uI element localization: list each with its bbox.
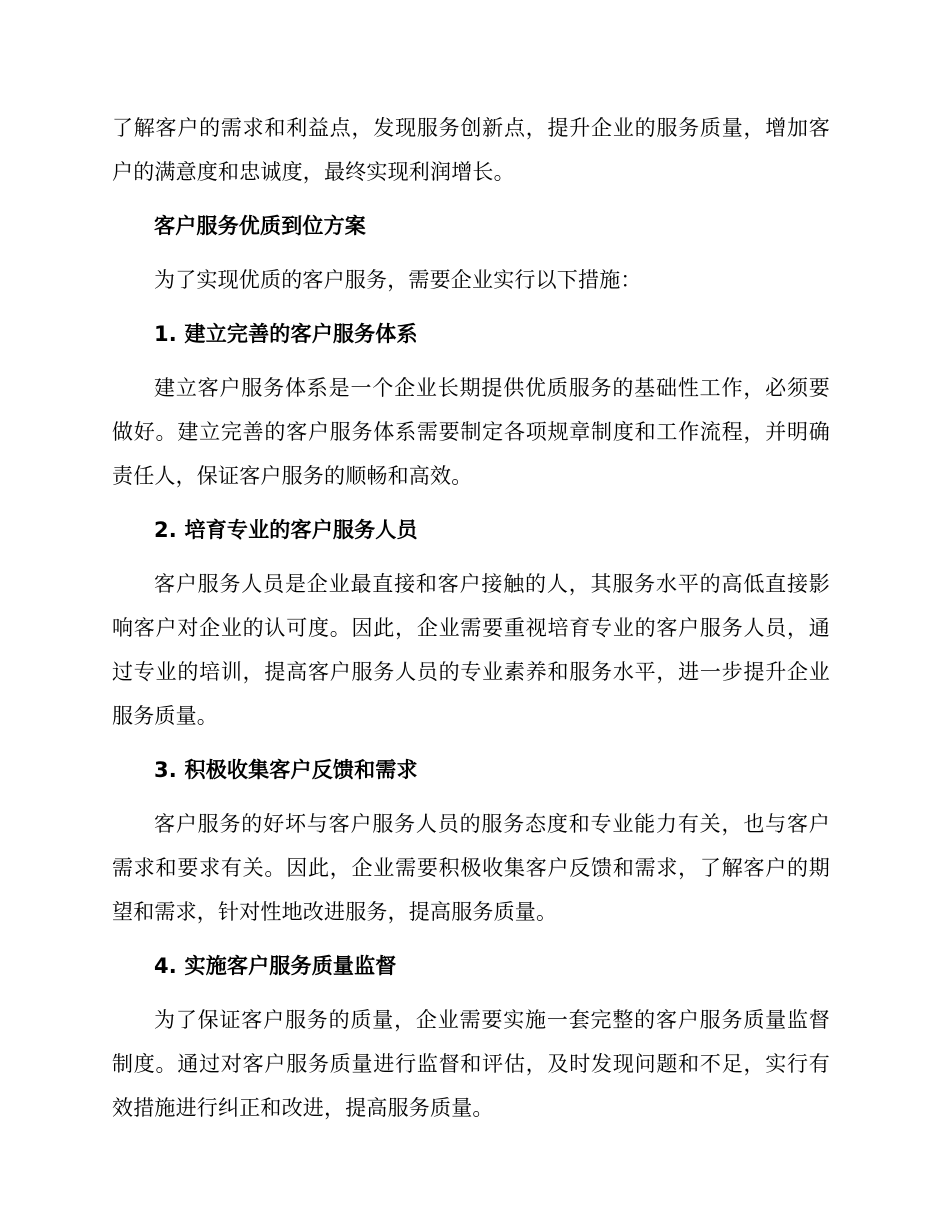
item-heading-2: 2. 培育专业的客户服务人员: [154, 518, 418, 542]
spacer: [112, 934, 830, 944]
spacer: [112, 738, 830, 748]
item-body-3: 客户服务的好坏与客户服务人员的服务态度和专业能力有关，也与客户需求和要求有关。因此，企业需要积极收集客户反馈和需求，了解客户的期望和需求，针对性地改进服务，提高服务质量。: [112, 812, 830, 924]
spacer: [112, 356, 830, 366]
spacer: [112, 552, 830, 562]
spacer: [112, 302, 830, 312]
item-body-4: 为了保证客户服务的质量，企业需要实施一套完整的客户服务质量监督制度。通过对客户服务质量进行监督和评估，及时发现问题和不足，实行有效措施进行纠正和改进，提高服务质量。: [112, 1008, 830, 1120]
spacer: [112, 248, 830, 258]
item-body-2: 客户服务人员是企业最直接和客户接触的人，其服务水平的高低直接影响客户对企业的认可度。因此，企业需要重视培育专业的客户服务人员，通过专业的培训，提高客户服务人员的专业素养和服务水平，进一步提升企业服务质量。: [112, 572, 830, 728]
section-title: 客户服务优质到位方案: [154, 214, 366, 238]
document-body: [112, 106, 830, 1130]
spacer: [112, 194, 830, 204]
item-heading-3: 3. 积极收集客户反馈和需求: [154, 758, 418, 782]
intro-paragraph: 了解客户的需求和利益点，发现服务创新点，提升企业的服务质量，增加客户的满意度和忠诚度，最终实现利润增长。: [112, 116, 830, 184]
section-lead-paragraph: 为了实现优质的客户服务，需要企业实行以下措施：: [154, 268, 642, 292]
item-body-1: 建立客户服务体系是一个企业长期提供优质服务的基础性工作，必须要做好。建立完善的客户服务体系需要制定各项规章制度和工作流程，并明确责任人，保证客户服务的顺畅和高效。: [112, 376, 830, 488]
spacer: [112, 792, 830, 802]
spacer: [112, 498, 830, 508]
spacer: [112, 988, 830, 998]
item-heading-4: 4. 实施客户服务质量监督: [154, 954, 397, 978]
item-heading-1: 1. 建立完善的客户服务体系: [154, 322, 418, 346]
